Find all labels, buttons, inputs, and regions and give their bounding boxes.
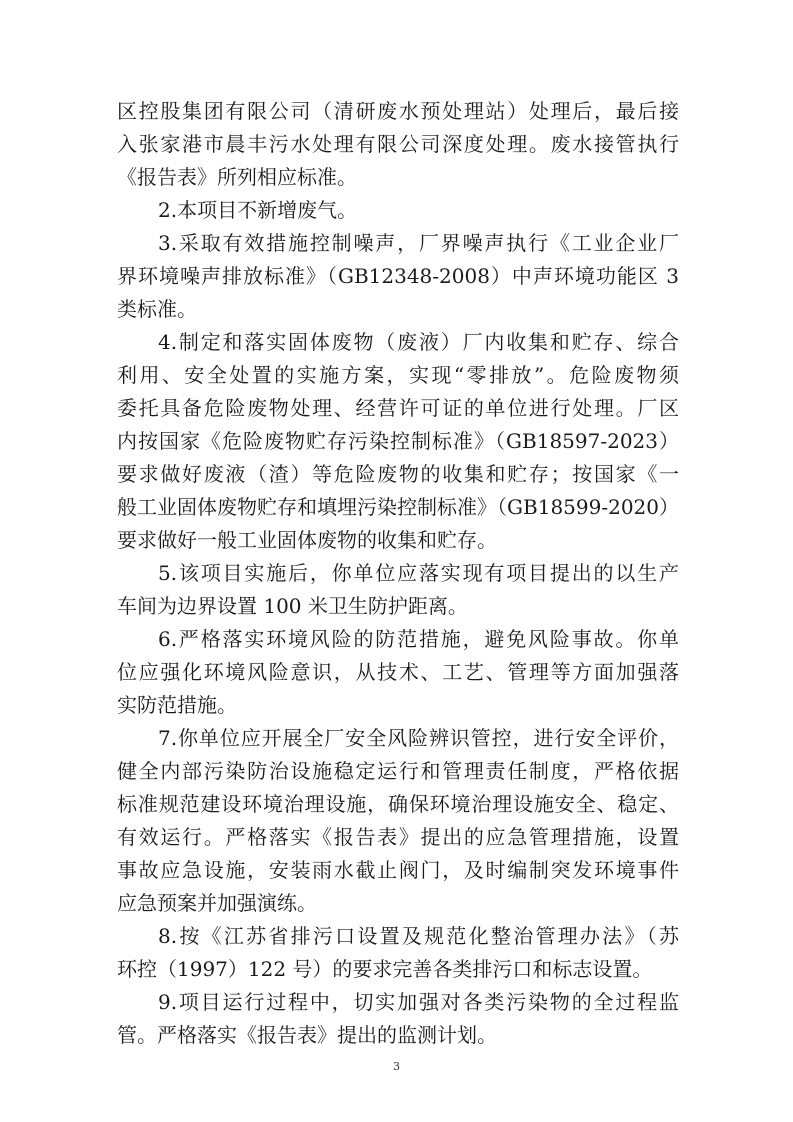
text-line: 要求做好废液（渣）等危险废物的收集和贮存；按国家《一 [117, 462, 679, 486]
text-line: 管。严格落实《报告表》提出的监测计划。 [117, 1023, 497, 1047]
text-line: 9.项目运行过程中，切实加强对各类污染物的全过程监 [158, 990, 679, 1014]
text-line: 2.本项目不新增废气。 [158, 198, 358, 222]
text-line: 位应强化环境风险意识，从技术、工艺、管理等方面加强落 [117, 660, 679, 684]
text-line: 5.该项目实施后，你单位应落实现有项目提出的以生产 [158, 561, 679, 585]
text-line: 4.制定和落实固体废物（废液）厂内收集和贮存、综合 [158, 330, 679, 354]
text-line: 《报告表》所列相应标准。 [117, 165, 357, 189]
text-line: 入张家港市晨丰污水处理有限公司深度处理。废水接管执行 [117, 132, 679, 156]
text-line: 7.你单位应开展全厂安全风险辨识管控，进行安全评价， [158, 726, 679, 750]
text-line: 8.按《江苏省排污口设置及规范化整治管理办法》（苏 [158, 924, 679, 948]
page-number: 3 [393, 1060, 400, 1073]
text-line: 标准规范建设环境治理设施，确保环境治理设施安全、稳定、 [117, 792, 679, 816]
text-line: 要求做好一般工业固体废物的收集和贮存。 [117, 528, 497, 552]
text-line: 有效运行。严格落实《报告表》提出的应急管理措施，设置 [117, 825, 679, 849]
text-line: 利用、安全处置的实施方案，实现“零排放”。危险废物须 [117, 363, 679, 387]
text-line: 内按国家《危险废物贮存污染控制标准》（GB18597-2023） [117, 429, 679, 453]
text-line: 类标准。 [117, 297, 197, 321]
text-line: 6.严格落实环境风险的防范措施，避免风险事故。你单 [158, 627, 679, 651]
text-line: 区控股集团有限公司（清研废水预处理站）处理后，最后接 [117, 99, 679, 123]
text-line: 事故应急设施，安装雨水截止阀门，及时编制突发环境事件 [117, 858, 679, 882]
text-line: 般工业固体废物贮存和填埋污染控制标准》（GB18599-2020） [117, 495, 679, 519]
text-line: 实防范措施。 [117, 693, 237, 717]
text-line: 环控（1997）122 号）的要求完善各类排污口和标志设置。 [117, 957, 653, 981]
text-line: 健全内部污染防治设施稳定运行和管理责任制度，严格依据 [117, 759, 679, 783]
text-line: 车间为边界设置 100 米卫生防护距离。 [117, 594, 468, 618]
text-line: 委托具备危险废物处理、经营许可证的单位进行处理。厂区 [117, 396, 679, 420]
text-line: 3.采取有效措施控制噪声，厂界噪声执行《工业企业厂 [158, 231, 679, 255]
text-line: 应急预案并加强演练。 [117, 891, 317, 915]
text-line: 界环境噪声排放标准》（GB12348-2008）中声环境功能区 3 [117, 264, 679, 288]
